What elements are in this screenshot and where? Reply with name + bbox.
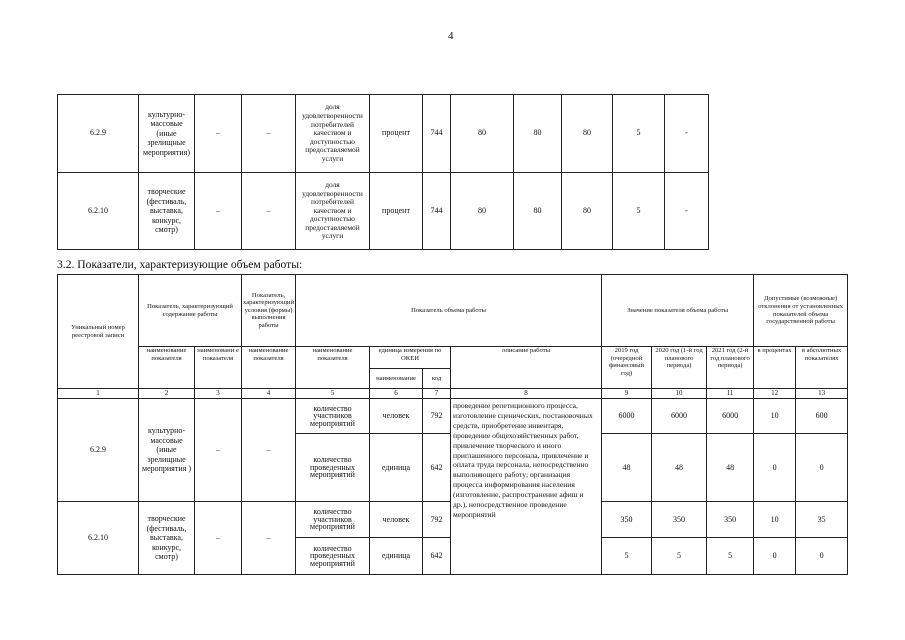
- unit: единица: [370, 434, 423, 502]
- header-content-group: Показатель, характеризующий содержание работы: [139, 275, 242, 347]
- indicator-name: доля удовлетворенности потребителей качеством и доступностью предоставляемой услуги: [296, 173, 370, 250]
- deviation-absolute: 600: [796, 399, 848, 434]
- cell: –: [242, 95, 296, 173]
- deviation-percent: 0: [754, 434, 796, 502]
- column-number: 3: [195, 389, 242, 399]
- indicator-name: количество проведенных мероприятий: [296, 434, 370, 502]
- section-title: 3.2. Показатели, характеризующие объем работы:: [57, 258, 303, 271]
- okei-code: 744: [423, 95, 451, 173]
- row-name: культурно-массовые (иные зрелищные мероприятия ): [139, 399, 195, 502]
- column-number: 2: [139, 389, 195, 399]
- value-2020: 80: [514, 95, 562, 173]
- header-deviation-group: Допустимые (возможные) отклонения от установленных показателей объема государственной работы: [754, 275, 848, 347]
- row-name: творческие (фестиваль, выставка, конкурс, смотр): [139, 502, 195, 575]
- value-2019: 80: [451, 173, 514, 250]
- unit: человек: [370, 399, 423, 434]
- header-year-2019: 2019 год (очередной финансовый год): [602, 347, 652, 389]
- header-okei-name: наименование: [370, 369, 423, 389]
- value-2021: 6000: [707, 399, 754, 434]
- column-number: 13: [796, 389, 848, 399]
- value-2020: 6000: [652, 399, 707, 434]
- column-number: 1: [58, 389, 139, 399]
- header-volume-group: Показатель объема работы: [296, 275, 602, 347]
- table-row: [58, 173, 709, 250]
- value-2019: 6000: [602, 399, 652, 434]
- header-row: [58, 275, 848, 347]
- value-2021: 5: [707, 538, 754, 575]
- value-2021: 48: [707, 434, 754, 502]
- okei-code: 792: [423, 399, 451, 434]
- header-work-description: описание работы: [451, 347, 602, 389]
- row-code: 6.2.9: [58, 399, 139, 502]
- okei-code: 792: [423, 502, 451, 538]
- cell: –: [195, 173, 242, 250]
- header-conditions-group: Показатель, характеризующий условия (формы) выполнения работы: [242, 275, 296, 347]
- cell: –: [242, 399, 296, 502]
- column-number: 6: [370, 389, 423, 399]
- header-indicator-name: наименование показателя: [242, 347, 296, 389]
- cell: –: [195, 95, 242, 173]
- column-number: 9: [602, 389, 652, 399]
- deviation-percent: 10: [754, 399, 796, 434]
- value-2021: 80: [562, 95, 613, 173]
- indicator-name: количество участников мероприятий: [296, 502, 370, 538]
- value-2020: 5: [652, 538, 707, 575]
- cell: –: [195, 399, 242, 502]
- value-2020: 48: [652, 434, 707, 502]
- cell: –: [195, 502, 242, 575]
- column-number: 8: [451, 389, 602, 399]
- row-name: культурно-массовые (иные зрелищные мероприятия): [139, 95, 195, 173]
- work-description: проведение репетиционного процесса, изготовление сценических, постановочных средств, приобретение инвентаря, проведение общехозяйственных работ, привлечение творческого и иного приглашенного персонала, привлечение и оплата труда персонала, непосредственно выполняющего работу; организация процесса информирования населения (изготовление, распространение афиш и др.), непосредственное проведение мероприятий: [451, 399, 602, 575]
- indicator-name: доля удовлетворенности потребителей качеством и доступностью предоставляемой услуги: [296, 95, 370, 173]
- okei-code: 642: [423, 538, 451, 575]
- okei-code: 642: [423, 434, 451, 502]
- header-okei-code: код: [423, 369, 451, 389]
- value-2021: 80: [562, 173, 613, 250]
- header-in-percent: в процентах: [754, 347, 796, 389]
- value-2019: 80: [451, 95, 514, 173]
- value-2019: 5: [602, 538, 652, 575]
- deviation-percent: 0: [754, 538, 796, 575]
- header-year-2021: 2021 год (2-й год планового периода): [707, 347, 754, 389]
- column-number: 11: [707, 389, 754, 399]
- unit: человек: [370, 502, 423, 538]
- row-code: 6.2.10: [58, 173, 139, 250]
- unit: процент: [370, 95, 423, 173]
- table-row: [58, 95, 709, 173]
- deviation-absolute: -: [665, 173, 709, 250]
- cell: –: [242, 502, 296, 575]
- column-number: 10: [652, 389, 707, 399]
- header-indicator-name: наименование показателя: [139, 347, 195, 389]
- header-year-2020: 2020 год (1-й год планового периода): [652, 347, 707, 389]
- page-number: 4: [448, 30, 454, 42]
- row-name: творческие (фестиваль, выставка, конкурс, смотр): [139, 173, 195, 250]
- indicator-name: количество участников мероприятий: [296, 399, 370, 434]
- header-value-group: Значение показателя объема работы: [602, 275, 754, 347]
- deviation-absolute: 0: [796, 538, 848, 575]
- header-indicator-name: наименовани е показателя: [195, 347, 242, 389]
- header-row: [58, 347, 848, 369]
- column-numbers-row: [58, 389, 848, 399]
- deviation-percent: 10: [754, 502, 796, 538]
- indicator-name: количество проведенных мероприятий: [296, 538, 370, 575]
- header-indicator-name: наименование показателя: [296, 347, 370, 389]
- table-row: [58, 399, 848, 434]
- row-code: 6.2.10: [58, 502, 139, 575]
- value-2019: 350: [602, 502, 652, 538]
- volume-indicators-table: [57, 274, 848, 575]
- unit: единица: [370, 538, 423, 575]
- value-2019: 48: [602, 434, 652, 502]
- value-2020: 80: [514, 173, 562, 250]
- deviation-absolute: -: [665, 95, 709, 173]
- deviation-percent: 5: [613, 95, 665, 173]
- okei-code: 744: [423, 173, 451, 250]
- unit: процент: [370, 173, 423, 250]
- header-okei-unit: единица измерения по ОКЕИ: [370, 347, 451, 369]
- deviation-absolute: 0: [796, 434, 848, 502]
- header-in-absolute: в абсолютных показателях: [796, 347, 848, 389]
- value-2020: 350: [652, 502, 707, 538]
- header-unique-number: Уникальный номер реестровой записи: [58, 275, 139, 389]
- column-number: 12: [754, 389, 796, 399]
- cell: –: [242, 173, 296, 250]
- column-number: 5: [296, 389, 370, 399]
- value-2021: 350: [707, 502, 754, 538]
- column-number: 4: [242, 389, 296, 399]
- column-number: 7: [423, 389, 451, 399]
- deviation-absolute: 35: [796, 502, 848, 538]
- quality-indicators-table: [57, 94, 709, 250]
- deviation-percent: 5: [613, 173, 665, 250]
- row-code: 6.2.9: [58, 95, 139, 173]
